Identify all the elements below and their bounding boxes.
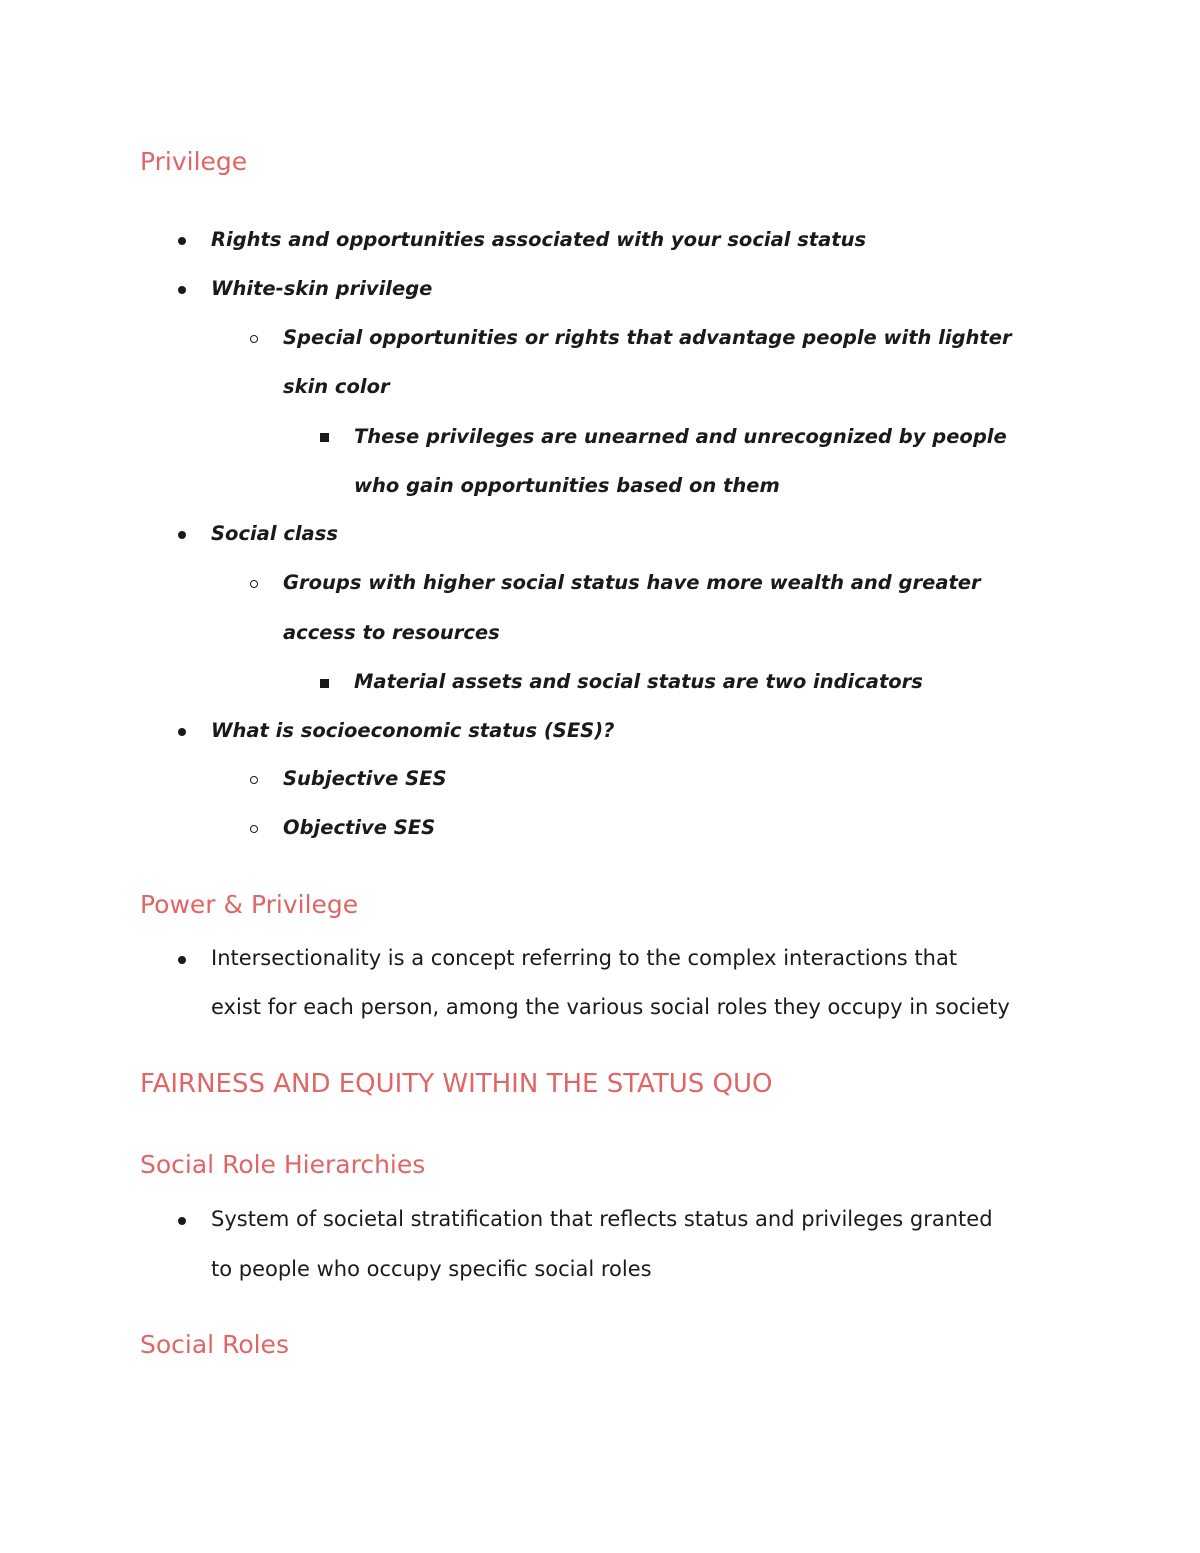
list-item: White-skin privilege — [211, 277, 433, 300]
list-item: Special opportunities or rights that advantage people with lighter — [283, 326, 1012, 349]
bullet-disc — [178, 728, 186, 736]
heading-fairness-equity: FAIRNESS AND EQUITY WITHIN THE STATUS QUO — [140, 1069, 773, 1099]
list-item: Subjective SES — [283, 767, 447, 790]
bullet-circle — [250, 825, 258, 833]
heading-social-roles: Social Roles — [140, 1330, 289, 1359]
list-item: Objective SES — [283, 816, 436, 839]
list-item: Intersectionality is a concept referring to the complex interactions that — [211, 946, 958, 970]
list-item: Groups with higher social status have more wealth and greater — [283, 571, 981, 594]
list-item: System of societal stratification that reflects status and privileges granted — [211, 1207, 993, 1231]
bullet-square — [320, 679, 329, 688]
list-item-continuation: who gain opportunities based on them — [354, 474, 780, 497]
list-item: These privileges are unearned and unrecognized by people — [354, 425, 1007, 448]
bullet-circle — [250, 776, 258, 784]
bullet-disc — [178, 956, 186, 964]
bullet-circle — [250, 335, 258, 343]
list-item-continuation: to people who occupy specific social roles — [211, 1257, 652, 1281]
list-item: Rights and opportunities associated with your social status — [211, 228, 867, 251]
list-item-continuation: access to resources — [283, 621, 500, 644]
heading-power-privilege: Power & Privilege — [140, 890, 359, 919]
list-item-continuation: exist for each person, among the various social roles they occupy in society — [211, 995, 1010, 1019]
bullet-square — [320, 433, 329, 442]
bullet-disc — [178, 286, 186, 294]
list-item: Material assets and social status are two indicators — [354, 670, 923, 693]
bullet-disc — [178, 1217, 186, 1225]
list-item: Social class — [211, 522, 338, 545]
bullet-circle — [250, 580, 258, 588]
heading-social-role-hierarchies: Social Role Hierarchies — [140, 1150, 426, 1179]
list-item: What is socioeconomic status (SES)? — [211, 719, 615, 742]
heading-privilege: Privilege — [140, 147, 248, 176]
bullet-disc — [178, 237, 186, 245]
bullet-disc — [178, 531, 186, 539]
list-item-continuation: skin color — [283, 375, 390, 398]
